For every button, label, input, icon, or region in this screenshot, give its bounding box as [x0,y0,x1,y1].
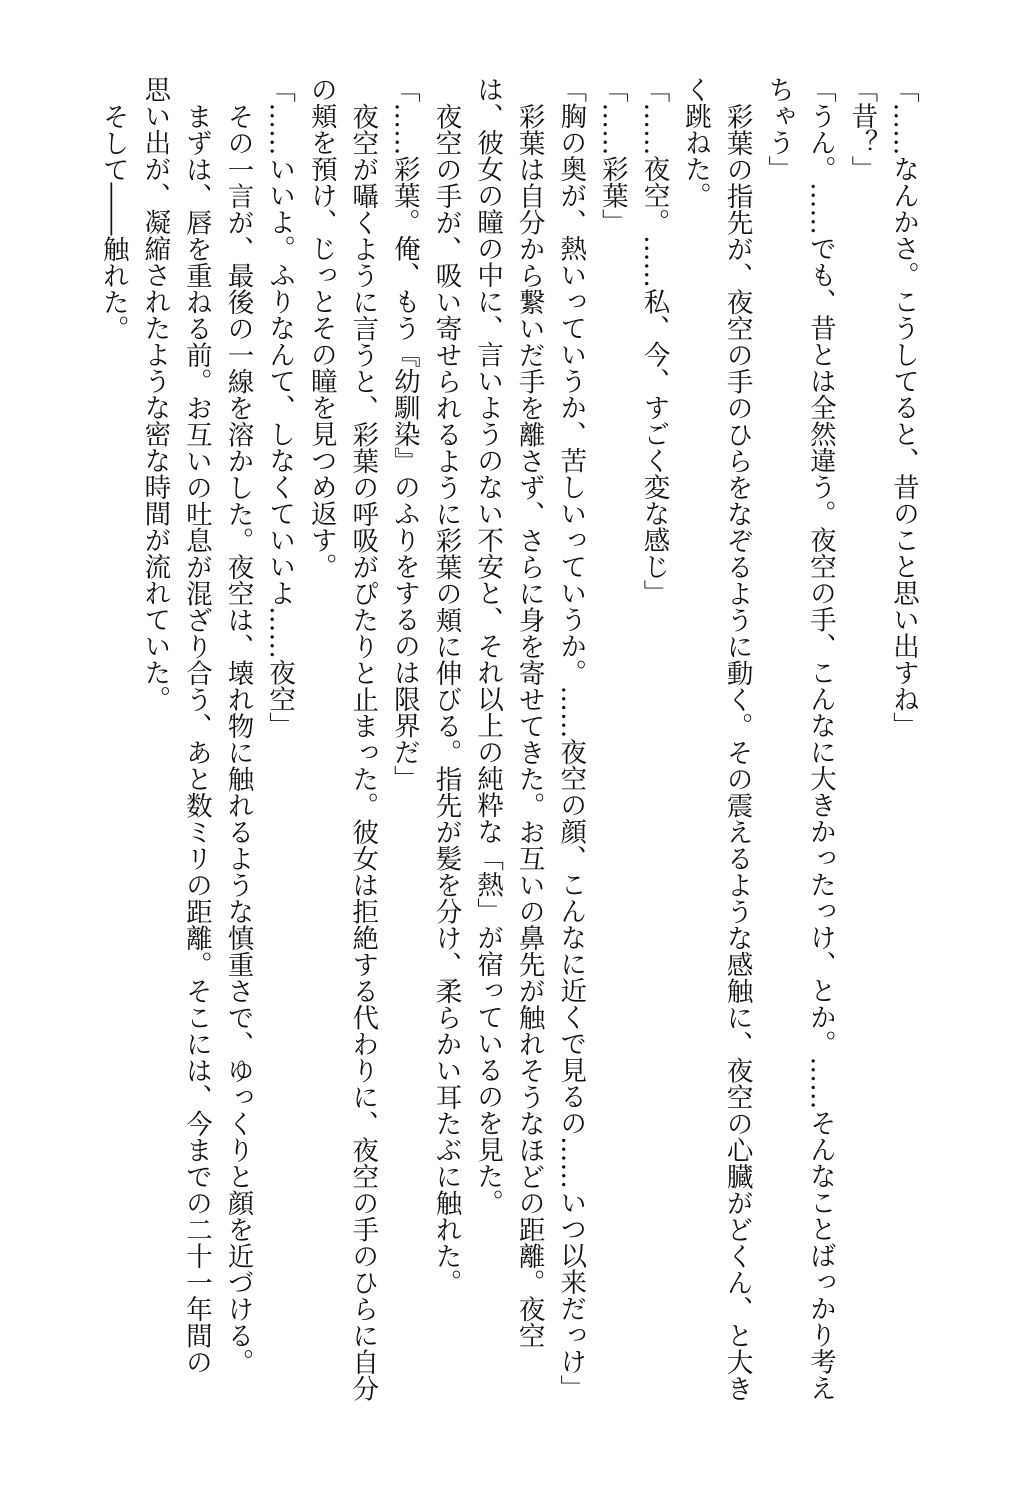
text-line-dialogue: 「……なんかさ。こうしてると、昔のこと思い出すね」 [888,76,919,739]
text-line-narration: 彩葉の指先が、夜空の手のひらをなぞるように動く。その震えるような感触に、夜空の心臓がどくん、と大き [721,102,753,1401]
text-line-narration-continued: は、彼女の瞳の中に、言いようのない不安と、それ以上の純粋な「熱」が宿っているのを見た。 [472,76,504,1216]
text-line-dialogue: 「昔？」 [846,76,878,182]
text-line-narration-continued: の頬を預け、じっとその瞳を見つめ返す。 [305,76,337,580]
text-line-narration-continued: く跳ねた。 [680,76,712,209]
text-line-narration: 夜空が囁くように言うと、彩葉の呼吸がぴたりと止まった。彼女は拒絶する代わりに、夜空の手のひらに自分 [347,102,379,1401]
text-line-narration: 彩葉は自分から繋いだ手を離さず、さらに身を寄せてきた。お互いの鼻先が触れそうなほどの距離。夜空 [513,102,545,1348]
text-line-narration: その一言が、最後の一線を溶かした。夜空は、壊れ物に触れるような慎重さで、ゆっくりと顔を近づける。 [222,102,254,1375]
text-line-dialogue-continued: ちゃう」 [763,76,795,182]
text-line-dialogue: 「……いいよ。ふりなんて、しなくていいよ……夜空」 [264,76,296,739]
text-line-dialogue: 「うん。……でも、昔とは全然違う。夜空の手、こんなに大きかったっけ、とか。……そんなことばっかり考え [804,76,836,1401]
text-line-narration-continued: 思い出が、凝縮されたような密な時間が流れていた。 [139,76,171,712]
text-line-narration: まずは、唇を重ねる前。お互いの吐息が混ざり合う、あと数ミリの距離。そこには、今までの二十一年間の [180,102,212,1375]
vertical-text-page [92,76,924,1416]
text-line-dialogue: 「……彩葉」 [596,76,628,235]
text-line-dialogue: 「……夜空。……私、今、すごく変な感じ」 [638,76,670,606]
text-line-narration: 夜空の手が、吸い寄せられるように彩葉の頬に伸びる。指先が髪を分け、柔らかい耳たぶに触れた。 [430,102,462,1295]
text-line-narration: そして――触れた。 [97,102,129,341]
text-line-dialogue: 「……彩葉。俺、もう『幼馴染』のふりをするのは限界だ」 [388,76,420,792]
text-line-dialogue: 「胸の奥が、熱いっていうか、苦しいっていうか。……夜空の顔、こんなに近くで見るの……いつ以来だっけ」 [555,76,587,1401]
